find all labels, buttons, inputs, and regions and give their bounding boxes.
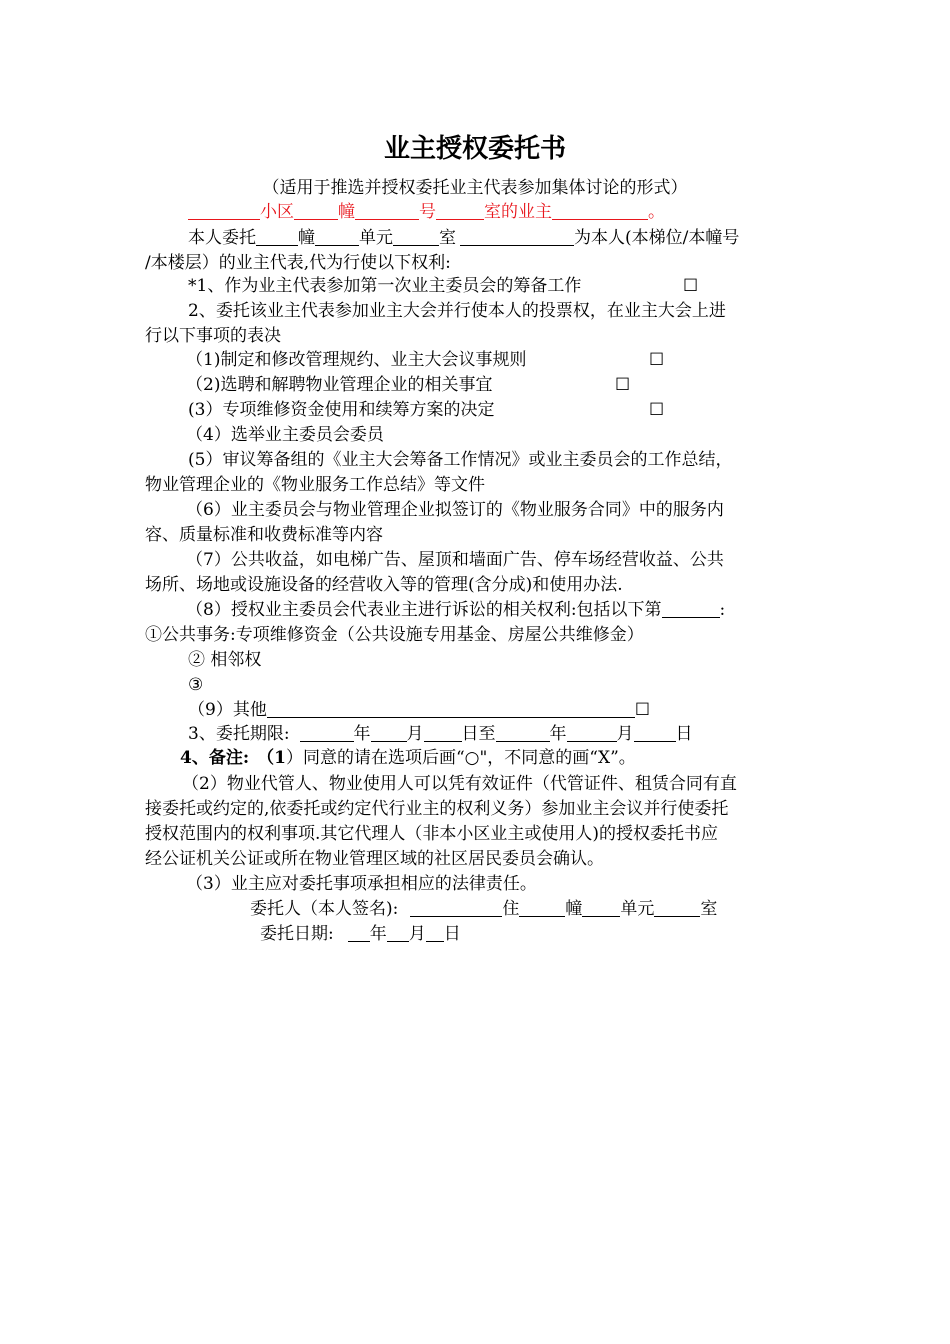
note-2-line-1: （2）物业代管人、物业使用人可以凭有效证件（代管证件、租赁合同有直 [182, 774, 737, 794]
sub-item-6-line-2: 容、质量标准和收费标准等内容 [145, 525, 383, 545]
blank-dong[interactable] [294, 201, 338, 220]
sub-item-2: （2)选聘和解聘物业管理企业的相关事宜 [186, 375, 493, 395]
sub-item-1: （1)制定和修改管理规约、业主大会议事规则 [186, 350, 527, 370]
sub-item-5-line-1: (5）审议筹备组的《业主大会筹备工作情况》或业主委员会的工作总结， [188, 450, 733, 470]
blank-delegate-dong[interactable] [256, 227, 298, 246]
note-2-line-2: 接委托或约定的,依委托或约定代行业主的权利义务）参加业主会议并行使委托 [145, 799, 729, 819]
blank-other[interactable] [267, 699, 635, 718]
item-2-line-1: 2、委托该业主代表参加业主大会并行使本人的投票权，在业主大会上进 [188, 301, 726, 321]
sub-item-8-line-3: ② 相邻权 [188, 650, 262, 670]
blank-sign-year[interactable] [348, 923, 370, 942]
item-1: *1、作为业主代表参加第一次业主委员会的筹备工作 [188, 276, 582, 296]
blank-owner-name[interactable] [552, 201, 648, 220]
sub-item-9: （9）其他 ☐ [188, 700, 651, 720]
blank-signer-unit[interactable] [582, 898, 620, 917]
note-3: （3）业主应对委托事项承担相应的法律责任。 [186, 874, 537, 894]
blank-delegate-unit[interactable] [315, 227, 359, 246]
item-2-line-2: 行以下事项的表决 [145, 326, 281, 346]
blank-signer-room[interactable] [654, 898, 700, 917]
notes-heading: 4、备注: [180, 748, 250, 768]
blank-litigation-items[interactable] [662, 599, 720, 618]
label-dong: 幢 [338, 202, 355, 222]
blank-end-year[interactable] [496, 723, 550, 742]
delegation-line-2: /本楼层）的业主代表,代为行使以下权利: [145, 253, 451, 273]
sub-item-6-line-1: （6）业主委员会与物业管理企业拟签订的《物业服务合同》中的服务内 [186, 500, 724, 520]
label-end: 。 [648, 202, 665, 222]
sub-item-5-line-2: 物业管理企业的《物业服务工作总结》等文件 [145, 475, 485, 495]
delegation-line: 本人委托 幢 单元 室 为本人(本梯位/本幢号 [188, 228, 740, 248]
notes-head-line: 4、备注: （1）同意的请在选项后画“○"，不同意的画“X”。 [180, 748, 636, 768]
blank-delegate-room[interactable] [393, 227, 439, 246]
checkbox-sub-item-3[interactable]: ☐ [649, 400, 665, 420]
document-title: 业主授权委托书 [383, 134, 566, 164]
checkbox-sub-item-9[interactable]: ☐ [634, 700, 651, 720]
sub-item-3: (3）专项维修资金使用和续筹方案的决定 [188, 400, 495, 420]
blank-signer-dong[interactable] [519, 898, 565, 917]
sub-item-8-line-1: （8）授权业主委员会代表业主进行诉讼的相关权利:包括以下第 : [186, 600, 726, 620]
sub-item-7-line-2: 场所、场地或设施设备的经营收入等的管理(含分成)和使用办法. [145, 575, 623, 595]
blank-sign-day[interactable] [426, 923, 444, 942]
signature-line: 委托人（本人签名): 住 幢 单元 室 [250, 899, 718, 919]
label-xiaoqu: 小区 [260, 202, 294, 222]
note-2-line-3: 授权范围内的权利事项.其它代理人（非本小区业主或使用人)的授权委托书应 [145, 824, 719, 844]
sub-item-7-line-1: （7）公共收益，如电梯广告、屋顶和墙面广告、停车场经营收益、公共 [186, 550, 724, 570]
blank-start-year[interactable] [300, 723, 354, 742]
blank-hao[interactable] [355, 201, 419, 220]
label-hao: 号 [419, 202, 436, 222]
document-subtitle: （适用于推选并授权委托业主代表参加集体讨论的形式） [262, 178, 688, 198]
blank-end-day[interactable] [634, 723, 676, 742]
checkbox-sub-item-2[interactable]: ☐ [615, 375, 631, 395]
owner-line [188, 200, 665, 224]
blank-start-day[interactable] [424, 723, 462, 742]
blank-sign-month[interactable] [387, 923, 409, 942]
sub-item-8-line-2: ①公共事务:专项维修资金（公共设施专用基金、房屋公共维修金） [145, 625, 644, 645]
checkbox-item-1[interactable]: ☐ [683, 276, 699, 296]
sub-item-8-line-4: ③ [188, 675, 204, 695]
blank-shi[interactable] [436, 201, 484, 220]
blank-start-month[interactable] [371, 723, 407, 742]
blank-signature[interactable] [410, 898, 502, 917]
note-2-line-4: 经公证机关公证或所在物业管理区域的社区居民委员会确认。 [145, 849, 604, 869]
blank-end-month[interactable] [567, 723, 617, 742]
sub-item-4: （4）选举业主委员会委员 [186, 425, 384, 445]
blank-delegate-name[interactable] [460, 227, 574, 246]
signature-date-line: 委托日期: 年 月 日 [260, 924, 461, 944]
label-shi: 室的业主 [484, 202, 552, 222]
blank-xiaoqu[interactable] [188, 201, 260, 220]
term-line: 3、委托期限: 年 月 日至 年 月 日 [188, 724, 693, 744]
checkbox-sub-item-1[interactable]: ☐ [649, 350, 665, 370]
